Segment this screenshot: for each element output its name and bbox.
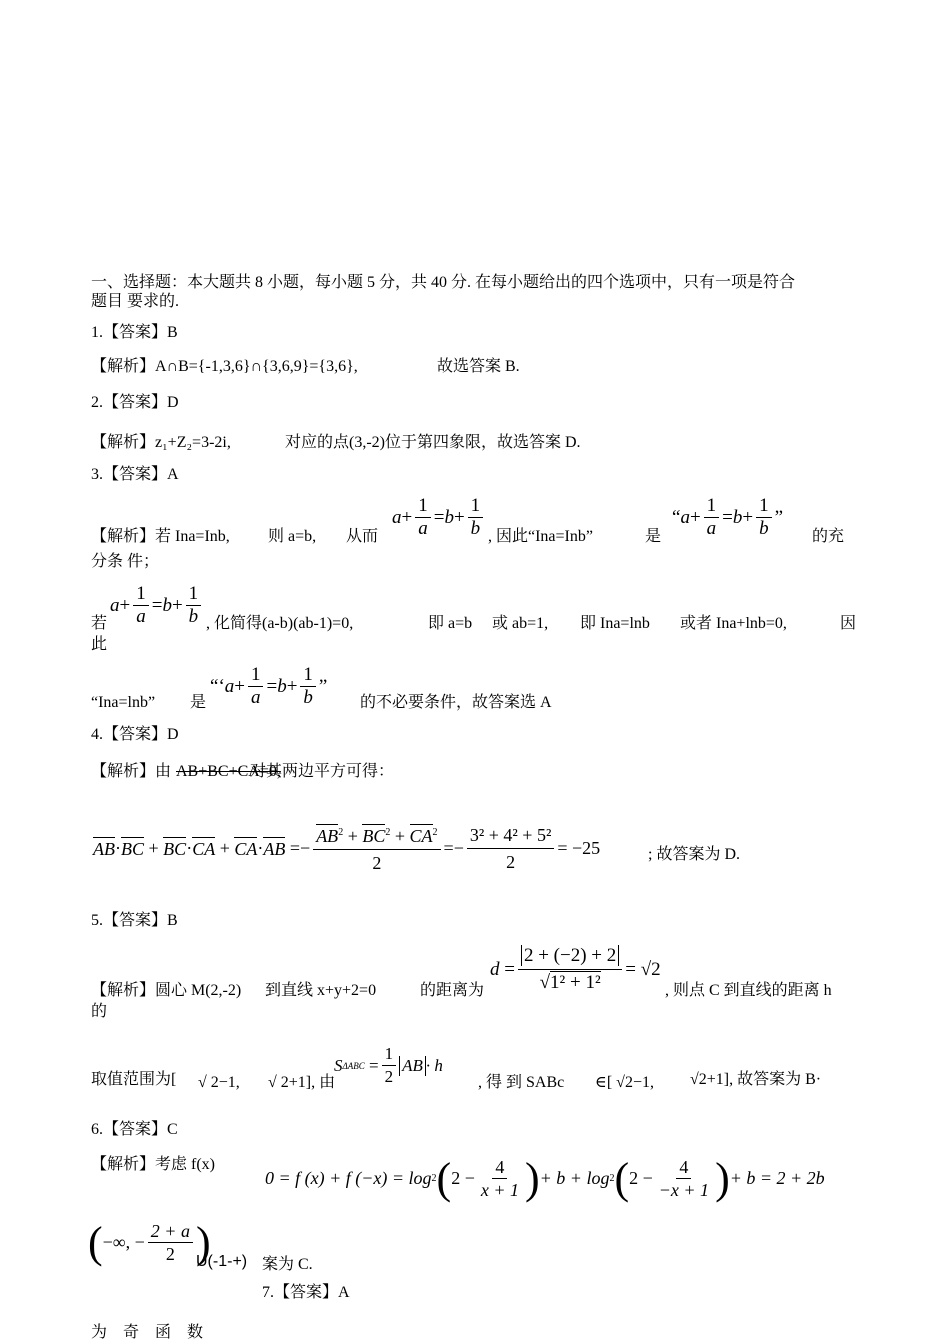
math-den: √1² + 1²: [539, 972, 601, 993]
math-op: ·: [257, 837, 264, 858]
math-den: 2: [384, 1067, 394, 1086]
q3-text: 【解析】若 Ina=Inb,: [91, 528, 230, 545]
q6-answer: 6.【答案】C: [91, 1121, 178, 1138]
math-den: a: [136, 606, 146, 627]
math-expr: + b + log: [539, 1168, 610, 1188]
q4-vector-sum: AB+BC+CA=0,: [176, 763, 281, 780]
math-exp: 2: [385, 827, 391, 838]
math-op: +: [689, 506, 701, 528]
q5-text: , 则点 C 到直线的距离 h: [665, 982, 832, 999]
math-op: =: [504, 958, 515, 980]
q4-text: 【解析】由: [91, 763, 172, 780]
math-num: 2 + a: [148, 1220, 193, 1243]
q5-text: 取值范围为[: [91, 1071, 177, 1088]
math-expr: −∞, −: [102, 1232, 145, 1252]
math-num: 1: [248, 664, 264, 687]
q3-formula-quoted: [672, 495, 783, 540]
section-heading-line2: 题目 要求的.: [91, 293, 180, 310]
math-den: x + 1: [480, 1180, 519, 1200]
q5-text: 的距离为: [420, 982, 485, 999]
math-op: +: [171, 594, 183, 616]
q3-text: 则 a=b,: [268, 528, 317, 545]
math-num: 4: [676, 1156, 691, 1179]
math-op: =: [369, 1055, 379, 1075]
q5-answer: 5.【答案】B: [91, 912, 178, 929]
math-num: 1: [133, 583, 149, 606]
math-sub: 2: [609, 1173, 615, 1184]
math-den: b: [759, 518, 769, 539]
math-vector: CA: [409, 826, 433, 846]
math-sqrt: 1² + 1²: [550, 972, 601, 993]
math-op: =: [433, 506, 445, 528]
math-fraction: [478, 1156, 522, 1201]
q1-analysis: 【解析】A∩B={-1,3,6}∩{3,6,9}={3,6},: [91, 358, 358, 375]
q5-text: ∈[ √2−1,: [595, 1074, 654, 1091]
q3-text: 即 a=b: [428, 615, 473, 632]
q1-answer: 1.【答案】B: [91, 324, 178, 341]
math-den: a: [250, 687, 261, 708]
math-den: b: [188, 606, 199, 627]
math-den: a: [706, 518, 717, 539]
math-op: +: [347, 826, 358, 846]
math-quote: ‘: [218, 675, 225, 697]
math-den: 2: [165, 1244, 175, 1264]
math-sub: 2: [431, 1173, 437, 1184]
math-fraction: [186, 583, 202, 628]
math-num: [518, 943, 622, 970]
math-op: +: [119, 594, 131, 616]
q3-text: , 因此“Ina=Inb”: [488, 528, 593, 545]
q6-union: U(-1-+): [196, 1253, 248, 1270]
math-vector: BC: [121, 838, 145, 859]
q3-formula-quoted: [210, 664, 327, 709]
math-fraction: [382, 1043, 397, 1088]
q3-text: 从而: [346, 528, 379, 545]
math-fraction: [656, 1156, 712, 1201]
math-vector: AB: [263, 838, 286, 859]
q3-text: “Ina=lnb”: [91, 694, 156, 711]
math-sub: ΔABC: [342, 1060, 365, 1071]
q3-text: 是: [645, 528, 662, 545]
math-vector: AB: [316, 826, 339, 846]
math-num: 1: [468, 495, 484, 518]
math-fraction: [248, 664, 264, 709]
q5-text: √2+1], 故答案为 B·: [690, 1071, 822, 1088]
math-op: ·: [186, 837, 193, 858]
math-quote: “: [672, 506, 681, 528]
math-fraction: [518, 943, 622, 996]
q3-text: 此: [91, 636, 108, 653]
math-op: +: [286, 675, 298, 697]
math-var: · h: [425, 1055, 443, 1075]
q1-conclusion: 故选答案 B.: [437, 358, 520, 375]
math-result: = −25: [557, 837, 601, 858]
math-var: a: [224, 675, 235, 697]
q5-text: √ 2−1,: [198, 1074, 240, 1091]
q3-answer: 3.【答案】A: [91, 466, 179, 483]
math-fraction: [300, 664, 316, 709]
math-exp: 2: [432, 827, 438, 838]
math-quote: ”: [318, 675, 328, 697]
math-var: a: [680, 506, 690, 528]
math-op: +: [148, 837, 159, 858]
q3-text: 分条 件；: [91, 553, 160, 570]
math-abs: 2 + (−2) + 2: [521, 945, 619, 966]
math-fraction: [756, 495, 772, 540]
q5-text: √ 2+1], 由: [268, 1074, 336, 1091]
math-op: +: [219, 837, 230, 858]
math-op: +: [234, 675, 245, 697]
math-num: 1: [382, 1043, 397, 1066]
section-heading-line1: 一、选择题：本大题共 8 小题，每小题 5 分，共 40 分. 在每小题给出的四个选项中，只有一项是符合: [91, 274, 796, 291]
q7-answer: 7.【答案】A: [262, 1284, 350, 1301]
q5-text: 的: [91, 1003, 108, 1020]
math-num: 1: [300, 664, 316, 687]
q3-text: 因: [840, 615, 857, 632]
math-op: =: [443, 837, 454, 858]
q5-text: 【解析】圆心 M(2,-2): [91, 982, 242, 999]
q3-text: 或 ab=1,: [492, 615, 549, 632]
math-op: =: [151, 594, 163, 616]
math-var: b: [732, 506, 743, 528]
q5-text: , 得 到 SABc: [478, 1074, 565, 1091]
math-paren-close: ): [715, 1153, 730, 1203]
q4-conclusion: ; 故答案为 D.: [648, 846, 741, 863]
q6-interval: [88, 1217, 211, 1267]
q3-formula-equation: [110, 583, 204, 628]
math-op: −: [300, 837, 311, 858]
math-paren-open: (: [614, 1153, 630, 1203]
q7-text: 为 奇 函 数: [91, 1324, 204, 1341]
math-exp: 2: [338, 827, 344, 838]
math-op: =: [722, 506, 733, 528]
math-op: +: [401, 506, 413, 528]
q5-area-formula: [334, 1043, 443, 1088]
math-num: 1: [756, 495, 772, 518]
math-op: −: [453, 837, 464, 858]
math-fraction: [415, 495, 431, 540]
math-den: b: [470, 518, 481, 539]
q5-distance-formula: [490, 943, 661, 996]
q2-analysis: 【解析】z₁+Z₂=3-2i,: [91, 434, 231, 451]
math-vector: BC: [362, 826, 386, 846]
q6-text: 【解析】考虑 f(x): [91, 1156, 215, 1173]
math-paren-open: (: [436, 1153, 452, 1203]
math-den: a: [418, 518, 428, 539]
math-num: 1: [186, 583, 202, 606]
math-abs: AB: [399, 1056, 426, 1076]
math-var: b: [277, 675, 287, 697]
q6-conclusion: 案为 C.: [262, 1256, 313, 1273]
math-op: +: [394, 826, 406, 846]
math-op: ·: [115, 837, 121, 858]
q2-answer: 2.【答案】D: [91, 394, 179, 411]
math-result: = √2: [625, 958, 661, 980]
math-vector: AB: [93, 838, 115, 859]
math-vector: CA: [234, 838, 258, 859]
math-num: 4: [492, 1156, 507, 1179]
math-vector: BC: [163, 838, 187, 859]
math-op: =: [289, 837, 301, 858]
math-fraction: [148, 1220, 193, 1265]
math-den: 2: [372, 853, 382, 873]
math-op: +: [742, 506, 754, 528]
q3-text: 若: [91, 615, 108, 632]
math-fraction: [468, 495, 484, 540]
q3-text: 的不必要条件，故答案选 A: [360, 694, 552, 711]
math-expr: 2 −: [629, 1168, 653, 1188]
math-fraction: [467, 822, 555, 875]
q4-text: 对其两边平方可得：: [250, 763, 395, 780]
math-fraction: [704, 495, 720, 540]
q3-text: 即 Ina=lnb: [580, 615, 650, 632]
math-den: −x + 1: [658, 1180, 710, 1200]
math-vector: CA: [192, 838, 216, 859]
q3-text: 是: [190, 694, 207, 711]
math-var: a: [110, 594, 120, 616]
q3-formula-equation: [392, 495, 486, 540]
q4-answer: 4.【答案】D: [91, 726, 179, 743]
math-num: [313, 820, 440, 850]
q6-formula: [265, 1153, 825, 1203]
q3-text: , 化简得(a-b)(ab-1)=0,: [206, 615, 354, 632]
math-expr: 0 = f (x) + f (−x) = log: [265, 1168, 432, 1188]
math-quote: ”: [774, 506, 784, 528]
math-var: S: [334, 1055, 343, 1075]
math-op: =: [266, 675, 278, 697]
math-paren-open: (: [88, 1217, 103, 1267]
math-fraction: [313, 820, 440, 876]
math-num: 1: [704, 495, 720, 518]
math-num: 3² + 4² + 5²: [467, 822, 555, 849]
math-quote: “: [210, 675, 219, 697]
math-expr: 2 −: [451, 1168, 475, 1188]
math-var: d: [490, 958, 500, 980]
q4-formula: [93, 820, 600, 876]
math-fraction: [133, 583, 149, 628]
math-num: 1: [415, 495, 431, 518]
math-paren-close: ): [525, 1153, 540, 1203]
math-op: +: [453, 506, 465, 528]
math-expr: + b = 2 + 2b: [729, 1168, 825, 1188]
q5-text: 到直线 x+y+2=0: [265, 982, 377, 999]
math-den: 2: [506, 851, 516, 872]
math-paren-close: ): [195, 1217, 211, 1267]
q3-text: 或者 Ina+lnb=0,: [680, 615, 787, 632]
math-var: b: [444, 506, 454, 528]
q3-text: 的充: [812, 528, 845, 545]
math-var: b: [162, 594, 172, 616]
math-den: b: [303, 687, 313, 708]
q2-conclusion: 对应的点(3,-2)位于第四象限，故选答案 D.: [285, 434, 581, 451]
math-var: a: [392, 506, 402, 528]
